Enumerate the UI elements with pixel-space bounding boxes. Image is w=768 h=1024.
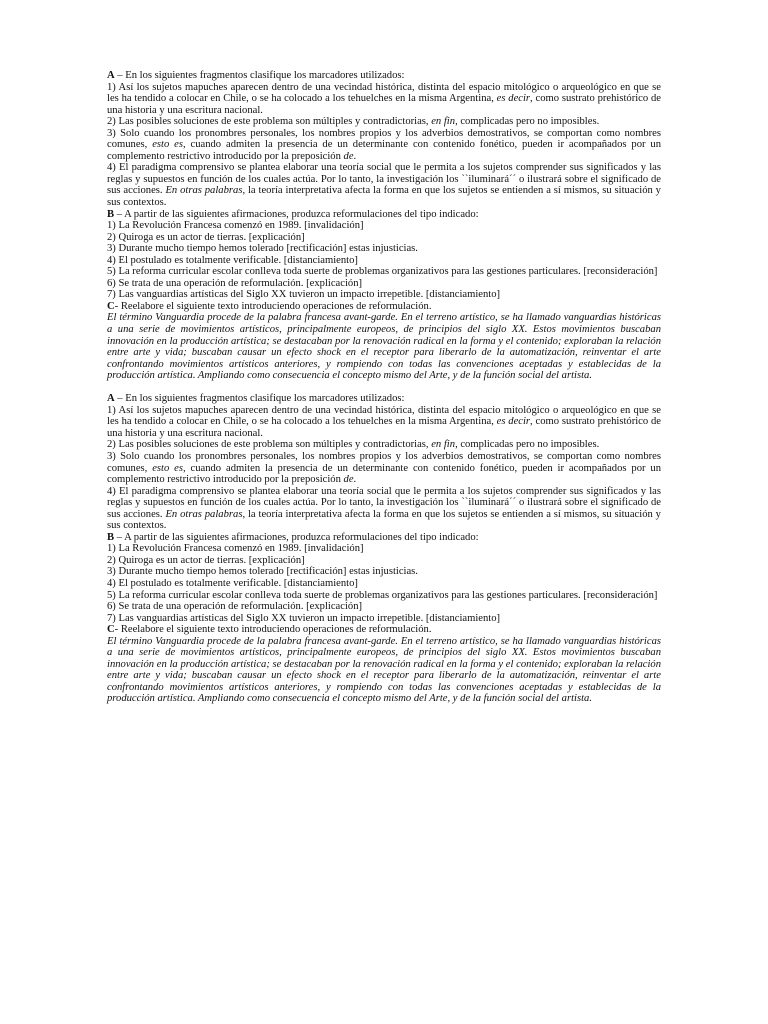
fragment-1-text-end: , como sustrato prehistórico de una historia y una escritura nacional. <box>107 93 661 116</box>
statement-3: 3) Durante mucho tiempo hemos tolerado [rectificación] estas injusticias. <box>107 566 418 578</box>
document-page <box>107 70 661 705</box>
fragment-3 <box>107 451 661 486</box>
statement-3: 3) Durante mucho tiempo hemos tolerado [rectificación] estas injusticias. <box>107 243 418 255</box>
fragment-2 <box>107 116 661 128</box>
preposition-de: de <box>343 474 354 486</box>
section-a-heading <box>107 393 661 405</box>
section-c-heading <box>107 624 661 636</box>
marker-en-fin: en fin <box>431 439 456 451</box>
fragment-4-text-end: , la teoría interpretativa afecta la forma en que los sujetos se entienden a sí mismos, su situación y sus contextos. <box>107 185 661 209</box>
section-a-instruction: – En los siguientes fragmentos clasifique los marcadores utilizados: <box>114 393 405 405</box>
fragment-1-text-end: , como sustrato prehistórico de una historia y una escritura nacional. <box>107 416 661 439</box>
fragment-3-text-mid: , cuando admiten la presencia de un determinante con contenido fonético, pueden ir acompañados por un complemento restrictivo introducido por la preposición <box>107 462 661 486</box>
fragment-4 <box>107 162 661 208</box>
section-c-heading <box>107 301 661 313</box>
section-c-instruction: - Reelabore el siguiente texto introduciendo operaciones de reformulación. <box>114 300 432 312</box>
marker-esto-es: esto es <box>152 139 183 151</box>
section-b-label: B <box>107 208 115 220</box>
fragment-2-text-end: , complicadas pero no imposibles. <box>455 116 600 128</box>
fragment-3-text-mid: , cuando admiten la presencia de un determinante con contenido fonético, pueden ir acompañados por un complemento restrictivo introducido por la preposición <box>107 139 661 162</box>
statement-7: 7) Las vanguardias artísticas del Siglo XX tuvieron un impacto irrepetible. [distanciamiento] <box>107 289 501 301</box>
marker-esto-es: esto es <box>152 462 183 474</box>
statement-2: 2) Quiroga es un actor de tierras. [explicación] <box>107 231 305 243</box>
section-b-heading <box>107 209 661 221</box>
statement-6: 6) Se trata de una operación de reformulación. [explicación] <box>107 601 363 613</box>
fragment-2-text-end: , complicadas pero no imposibles. <box>455 439 600 451</box>
section-a-label: A <box>107 70 115 81</box>
section-a-instruction: – En los siguientes fragmentos clasifique los marcadores utilizados: <box>114 70 405 81</box>
marker-es-decir: es decir <box>496 416 531 428</box>
statement-4: 4) El postulado es totalmente verificable. [distanciamiento] <box>107 254 358 266</box>
fragment-1 <box>107 82 661 117</box>
statement-5: 5) La reforma curricular escolar conlleva toda suerte de problemas organizativos para las gestiones particulares. [reconsideración] <box>107 266 658 278</box>
fragment-4-text: 4) El paradigma comprensivo se plantea elaborar una teoría social que le permita a los sujetos comprender sus significados y las reglas y supuestos en función de los cuales actúa. Por lo tanto, la investigación los ``iluminará´´ o ilustrará sobre el significado de sus acciones. <box>107 485 661 520</box>
fragment-3-text-end: . <box>353 474 357 486</box>
statement-2: 2) Quiroga es un actor de tierras. [explicación] <box>107 554 305 566</box>
marker-en-fin: en fin <box>431 116 456 128</box>
fragment-2-text: 2) Las posibles soluciones de este problema son múltiples y contradictorias, <box>107 439 432 451</box>
marker-es-decir: es decir <box>496 93 531 105</box>
fragment-3 <box>107 128 661 163</box>
marker-en-otras-palabras: En otras palabras <box>165 508 243 520</box>
fragment-2-text: 2) Las posibles soluciones de este problema son múltiples y contradictorias, <box>107 116 432 128</box>
section-b-instruction: – A partir de las siguientes afirmaciones, produzca reformulaciones del tipo indicado: <box>114 531 479 543</box>
fragment-4-text-end: , la teoría interpretativa afecta la forma en que los sujetos se entienden a sí mismos, su situación y sus contextos. <box>107 508 661 532</box>
section-a-label: A <box>107 393 115 405</box>
fragment-3-text-end: . <box>353 150 357 162</box>
statement-5: 5) La reforma curricular escolar conlleva toda suerte de problemas organizativos para las gestiones particulares. [reconsideración] <box>107 589 658 601</box>
vanguardia-paragraph: El término Vanguardia procede de la palabra francesa avant-garde. En el terreno artístico, se ha llamado vanguardias históricas a una serie de movimientos artísticos, principalmente europeos, de principios del siglo XX. Estos movimientos buscaban innovación en la producción artística; se destacaban por la renovación radical en la forma y el contenido; exploraban la relación entre arte y vida; buscaban causar un efecto shock en el receptor para liberarlo de la automatización, reinventar el arte confrontando movimientos artísticos anteriores, y rompiendo con todas las convenciones aceptadas y establecidas de la producción artística. Ampliando como consecuencia el concepto mismo del Arte, y de la función social del artista. <box>107 635 661 705</box>
section-c-instruction: - Reelabore el siguiente texto introduciendo operaciones de reformulación. <box>114 624 432 636</box>
section-b-label: B <box>107 531 115 543</box>
statement-4: 4) El postulado es totalmente verificable. [distanciamiento] <box>107 578 358 590</box>
marker-en-otras-palabras: En otras palabras <box>165 185 243 197</box>
vanguardia-paragraph: El término Vanguardia procede de la palabra francesa avant-garde. En el terreno artístico, se ha llamado vanguardias históricas a una serie de movimientos artísticos, principalmente europeos, de principios del siglo XX. Estos movimientos buscaban innovación en la producción artística; se destacaban por la renovación radical en la forma y el contenido; exploraban la relación entre arte y vida; buscaban causar un efecto shock en el receptor para liberarlo de la automatización, reinventar el arte confrontando movimientos artísticos anteriores, y rompiendo con todas las convenciones aceptadas y establecidas de la producción artística. Ampliando como consecuencia el concepto mismo del Arte, y de la función social del artista. <box>107 312 661 382</box>
fragment-1 <box>107 405 661 440</box>
statement-1: 1) La Revolución Francesa comenzó en 1989. [invalidación] <box>107 543 364 555</box>
section-a-heading <box>107 70 661 82</box>
fragment-3-text: 3) Solo cuando los pronombres personales, los nombres propios y los adverbios demostrativos, se comportan como nombres comunes, <box>107 127 661 151</box>
fragment-2 <box>107 439 661 451</box>
fragment-1-text: 1) Así los sujetos mapuches aparecen dentro de una vecindad histórica, distinta del espacio mitológico o arqueológico en que se les ha tendido a colocar en Chile, o se ha colocado a los tehuelches en la misma Argentina, <box>107 81 661 105</box>
fragment-3-text: 3) Solo cuando los pronombres personales, los nombres propios y los adverbios demostrativos, se comportan como nombres comunes, <box>107 451 661 474</box>
statement-7: 7) Las vanguardias artísticas del Siglo XX tuvieron un impacto irrepetible. [distanciamiento] <box>107 612 501 624</box>
fragment-1-text: 1) Así los sujetos mapuches aparecen dentro de una vecindad histórica, distinta del espacio mitológico o arqueológico en que se les ha tendido a colocar en Chile, o se ha colocado a los tehuelches en la misma Argentina, <box>107 404 661 428</box>
section-c-label: C <box>107 300 115 312</box>
exercise-block-2 <box>107 393 661 705</box>
section-b-instruction: – A partir de las siguientes afirmaciones, produzca reformulaciones del tipo indicado: <box>114 208 479 220</box>
exercise-block-1 <box>107 70 661 382</box>
statement-6: 6) Se trata de una operación de reformulación. [explicación] <box>107 277 363 289</box>
statement-1: 1) La Revolución Francesa comenzó en 1989. [invalidación] <box>107 220 364 232</box>
fragment-4-text: 4) El paradigma comprensivo se plantea elaborar una teoría social que le permita a los sujetos comprender sus significados y las reglas y supuestos en función de los cuales actúa. Por lo tanto, la investigación los ``iluminará´´ o ilustrará sobre el significado de sus acciones. <box>107 162 661 197</box>
preposition-de: de <box>343 150 354 162</box>
fragment-4 <box>107 486 661 532</box>
section-c-label: C <box>107 624 115 636</box>
section-b-heading <box>107 532 661 544</box>
